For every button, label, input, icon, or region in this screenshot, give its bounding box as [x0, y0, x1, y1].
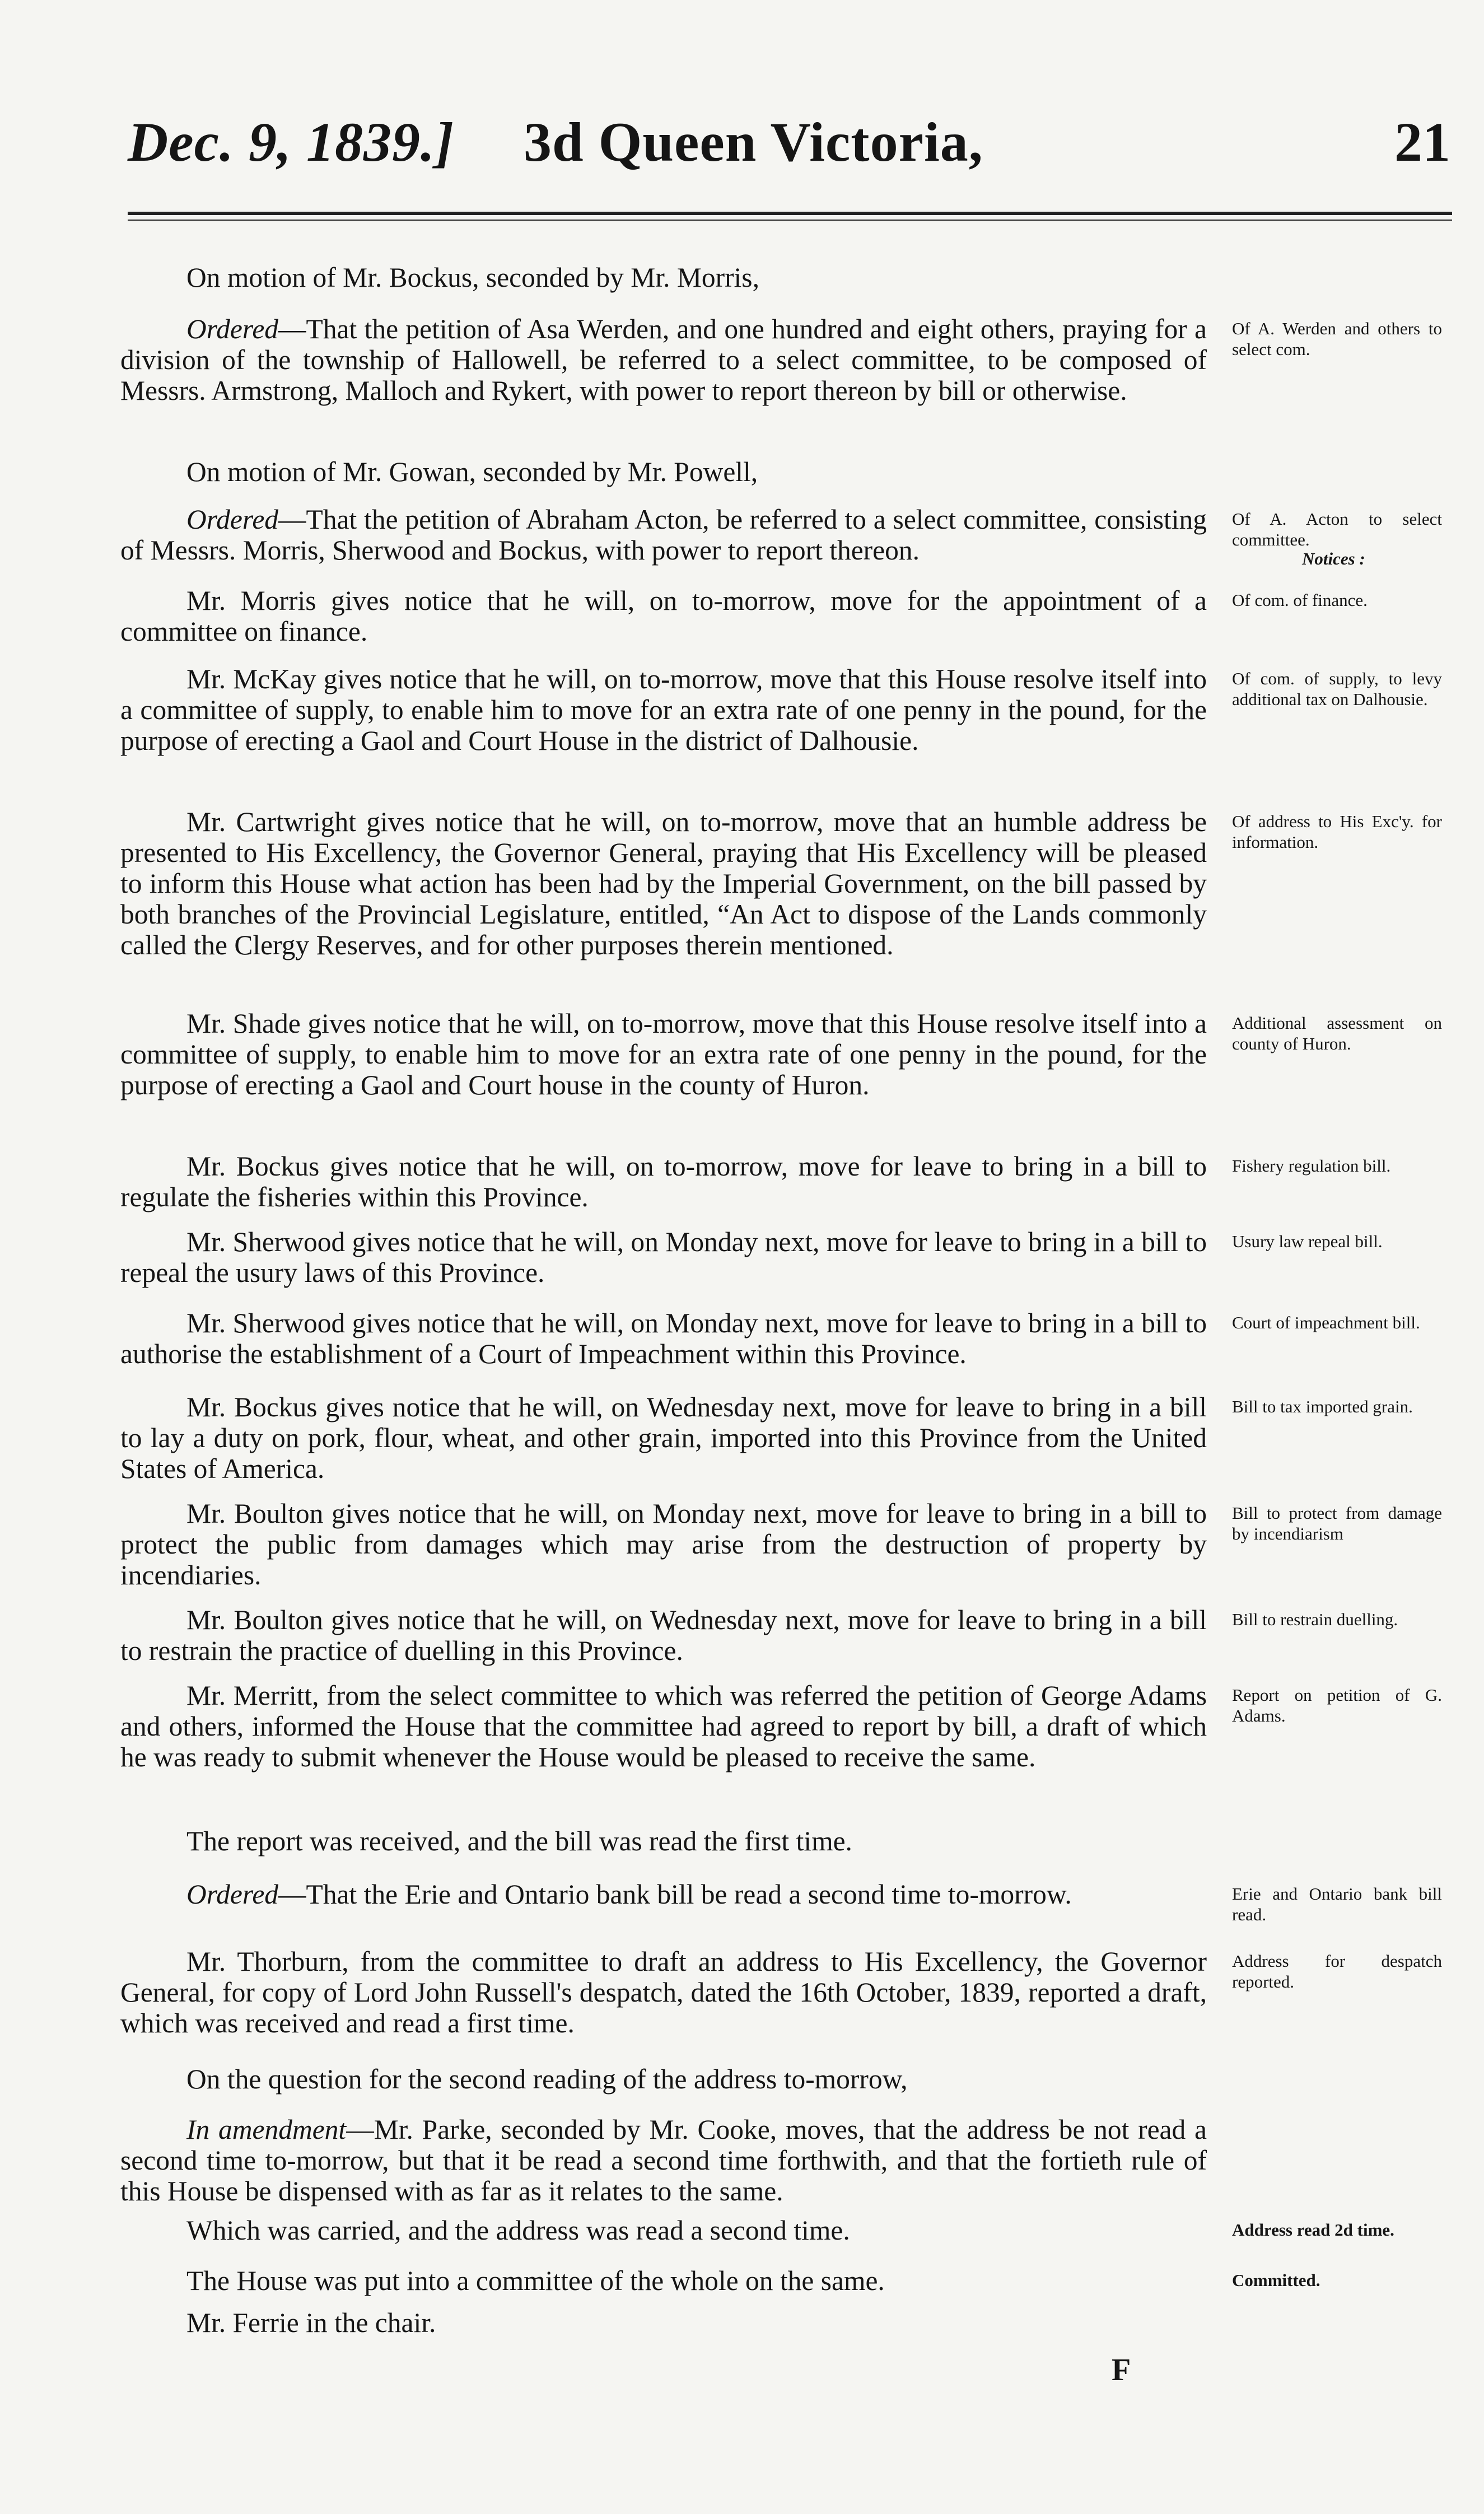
entry-text: Mr. Merritt, from the select committee to which was referred the petition of George Adams and others, informed the House that the committee had agreed to report by bill, a draft of which he was ready to submit whenever the House would be pleased to receive the same. — [120, 1680, 1207, 1773]
entry-lead: Ordered — [186, 1879, 279, 1910]
notice-entry — [120, 664, 1442, 756]
header-rule-thin — [128, 220, 1452, 221]
margin-note: Court of impeachment bill. — [1232, 1313, 1420, 1332]
entry-body: —Mr. Parke, seconded by Mr. Cooke, moves, that the address be not read a second time to-morrow, but that it be read a second time forthwith, and that the fortieth rule of this House be dispensed with as far as it relates to the same. — [120, 2114, 1207, 2207]
notice-entry — [120, 1498, 1442, 1591]
margin-note: Of A. Werden and others to select com. — [1232, 319, 1442, 359]
margin-note: Of com. of supply, to levy additional tax on Dalhousie. — [1232, 669, 1442, 709]
margin-note: Of com. of finance. — [1232, 590, 1368, 610]
margin-note: Committed. — [1232, 2270, 1320, 2290]
motion-entry — [120, 2064, 1439, 2095]
motion-entry — [120, 262, 1439, 293]
order-entry — [120, 1879, 1442, 1924]
header-rule-thick — [128, 212, 1452, 215]
entry-text: Mr. Thorburn, from the committee to draft an address to His Excellency, the Governor General, for copy of Lord John Russell's despatch, dated the 16th October, 1839, reported a draft, which was received and read a first time. — [120, 1946, 1207, 2039]
entry-text: On the question for the second reading of the address to-morrow, — [186, 2064, 908, 2095]
entry-body: —That the petition of Abraham Acton, be referred to a select committee, consisting of Messrs. Morris, Sherwood and Bockus, with power to report thereon. — [120, 504, 1207, 566]
entry-text: On motion of Mr. Gowan, seconded by Mr. Powell, — [186, 456, 758, 487]
page-header — [0, 0, 1484, 224]
margin-note: Bill to tax imported grain. — [1232, 1397, 1413, 1416]
margin-note: Report on petition of G. Adams. — [1232, 1685, 1442, 1725]
entry-text: The report was received, and the bill was read the first time. — [186, 1826, 852, 1857]
entry-text: Mr. Sherwood gives notice that he will, on Monday next, move for leave to bring in a bill to repeal the usury laws of this Province. — [120, 1226, 1207, 1288]
entry-text — [120, 1879, 1207, 1910]
entry-text: Mr. Sherwood gives notice that he will, on Monday next, move for leave to bring in a bill to authorise the establishment of a Court of Impeachment within this Province. — [120, 1308, 1207, 1369]
order-entry — [120, 504, 1442, 568]
amendment-entry — [120, 2114, 1439, 2207]
motion-entry — [120, 2215, 1439, 2246]
margin-note: Fishery regulation bill. — [1232, 1156, 1391, 1176]
notice-entry — [120, 585, 1439, 647]
entry-text: On motion of Mr. Bockus, seconded by Mr. Morris, — [186, 262, 759, 293]
report-entry — [120, 1946, 1442, 2039]
page-number: 21 — [1394, 111, 1450, 173]
entry-body: —That the petition of Asa Werden, and one hundred and eight others, praying for a division of the township of Hallowell, be referred to a select committee, to be composed of Messrs. Armstrong, Malloch and Rykert, with power to report thereon by bill or otherwise. — [120, 314, 1207, 406]
notice-entry — [120, 1008, 1442, 1100]
entry-body: —That the Erie and Ontario bank bill be read a second time to-morrow. — [278, 1879, 1072, 1910]
margin-note: Bill to protect from damage by incendiarism — [1232, 1503, 1442, 1543]
entry-text — [120, 504, 1207, 566]
entry-text: Which was carried, and the address was read a second time. — [186, 2215, 850, 2246]
motion-entry — [120, 1826, 1439, 1857]
entry-text: Mr. Boulton gives notice that he will, on Monday next, move for leave to bring in a bill to protect the public from damages which may arise from the destruction of property by incendiaries. — [120, 1498, 1207, 1591]
signature-mark: F — [1112, 2353, 1131, 2387]
notice-entry — [120, 1392, 1439, 1484]
margin-note: Of address to His Exc'y. for information. — [1232, 811, 1442, 852]
margin-heading: Notices : — [1302, 549, 1365, 568]
margin-note: Address read 2d time. — [1232, 2220, 1394, 2240]
entry-lead: In amendment — [186, 2114, 347, 2145]
margin-note: Of A. Acton to select committee. — [1232, 509, 1442, 549]
entry-text: The House was put into a committee of the whole on the same. — [186, 2265, 885, 2296]
notice-entry — [120, 1151, 1439, 1212]
header-title: 3d Queen Victoria, — [524, 111, 983, 173]
margin-note: Address for despatch reported. — [1232, 1951, 1442, 1991]
entry-lead: Ordered — [186, 314, 279, 344]
entry-lead: Ordered — [186, 504, 279, 535]
entry-text — [120, 314, 1207, 406]
entry-text: Mr. Cartwright gives notice that he will, on to-morrow, move that an humble address be presented to His Excellency, the Governor General, praying that His Excellency will be pleased to inform this House what action has been had by the Imperial Government, on the bill passed by both branches of the Provincial Legislature, entitled, “An Act to dispose of the Lands commonly called the Clergy Reserves, and for other purposes therein mentioned. — [120, 806, 1207, 960]
entry-text: Mr. Shade gives notice that he will, on to-morrow, move that this House resolve itself into a committee of supply, to enable him to move for an extra rate of one penny in the pound, for the purpose of erecting a Gaol and Court house in the county of Huron. — [120, 1008, 1207, 1100]
entry-text: Mr. McKay gives notice that he will, on to-morrow, move that this House resolve itself into a committee of supply, to enable him to move for an extra rate of one penny in the pound, for the purpose of erecting a Gaol and Court House in the district of Dalhousie. — [120, 664, 1207, 756]
motion-entry — [120, 456, 1439, 487]
motion-entry — [120, 2307, 1439, 2338]
notice-entry — [120, 1605, 1439, 1666]
motion-entry — [120, 2265, 1439, 2296]
margin-note: Bill to restrain duelling. — [1232, 1610, 1398, 1629]
notice-entry — [120, 806, 1442, 960]
notice-entry — [120, 1308, 1439, 1369]
entry-text: Mr. Boulton gives notice that he will, on Wednesday next, move for leave to bring in a bill to restrain the practice of duelling in this Province. — [120, 1605, 1207, 1666]
entry-text: Mr. Bockus gives notice that he will, on to-morrow, move for leave to bring in a bill to regulate the fisheries within this Province. — [120, 1151, 1207, 1212]
order-entry — [120, 314, 1442, 406]
entry-text: Mr. Bockus gives notice that he will, on Wednesday next, move for leave to bring in a bill to lay a duty on pork, flour, wheat, and other grain, imported into this Province from the United States of America. — [120, 1392, 1207, 1484]
entry-text: Mr. Morris gives notice that he will, on to-morrow, move for the appointment of a committee on finance. — [120, 585, 1207, 647]
entry-text: Mr. Ferrie in the chair. — [186, 2307, 436, 2338]
report-entry — [120, 1680, 1442, 1773]
header-date: Dec. 9, 1839.] — [128, 111, 455, 173]
entry-text — [120, 2114, 1207, 2207]
margin-note: Erie and Ontario bank bill read. — [1232, 1884, 1442, 1924]
notice-entry — [120, 1226, 1439, 1288]
margin-note: Usury law repeal bill. — [1232, 1232, 1383, 1251]
margin-note: Additional assessment on county of Huron. — [1232, 1013, 1442, 1053]
